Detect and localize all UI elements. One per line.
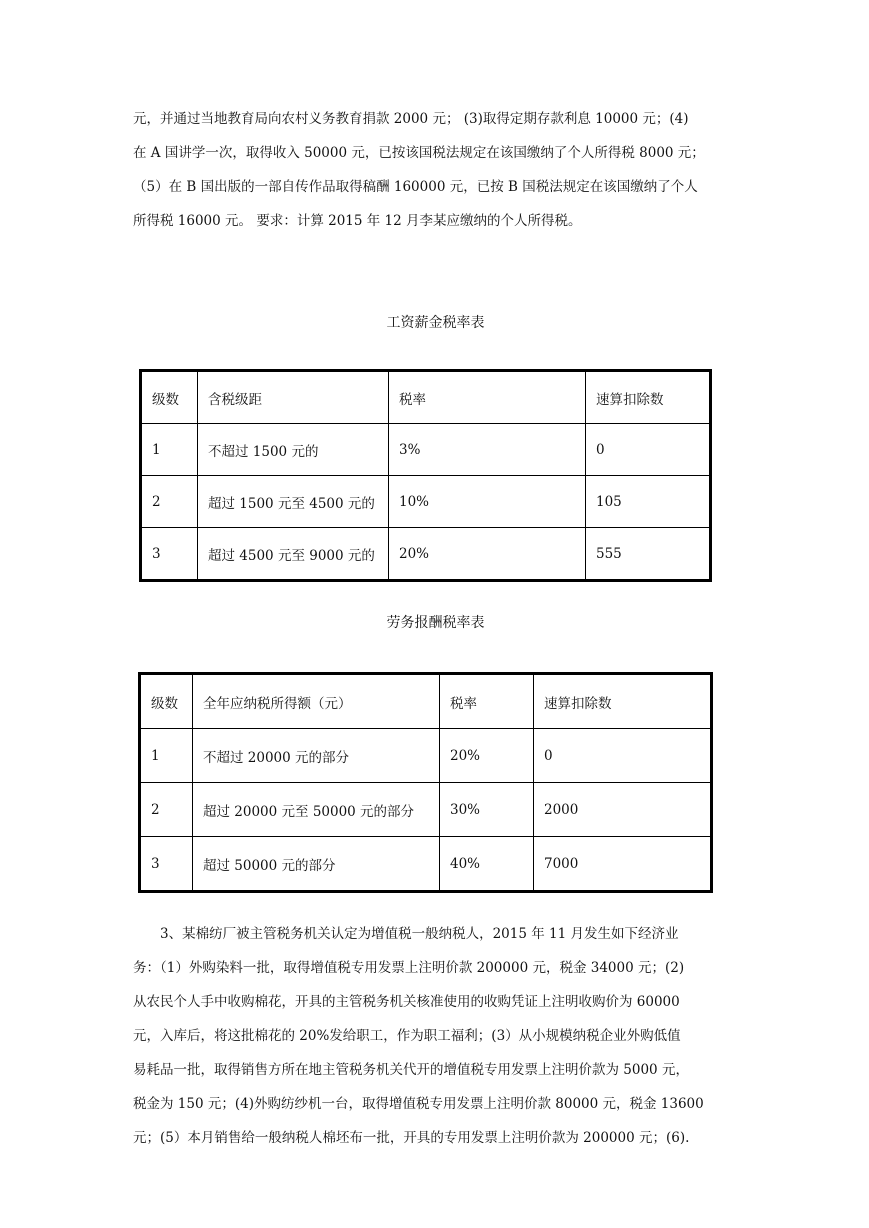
paragraph-income-details [133,102,738,238]
text-line: 务：（1）外购染料一批，取得增值税专用发票上注明价款 200000 元，税金 34000 元；(2) [133,960,685,976]
paragraph-question-3 [133,917,738,1155]
table-cell: 0 [586,424,711,476]
table-cell: 20% [389,528,586,581]
table-row [141,528,711,581]
table-cell: 超过 4500 元至 9000 元的 [198,528,389,581]
table-cell: 超过 20000 元至 50000 元的部分 [193,783,440,837]
table-cell: 3 [140,837,193,892]
header-cell: 级数 [140,674,193,729]
table-cell: 10% [389,476,586,528]
table-header-row [140,674,712,729]
table-cell: 7000 [534,837,712,892]
table-cell: 105 [586,476,711,528]
table-cell: 不超过 20000 元的部分 [193,729,440,783]
table-cell: 555 [586,528,711,581]
table-caption-labor: 劳务报酬税率表 [386,615,485,631]
labor-remuneration-tax-rate-table [138,672,713,893]
table-cell: 超过 1500 元至 4500 元的 [198,476,389,528]
header-cell: 税率 [440,674,534,729]
table-header-row [141,371,711,424]
header-cell: 级数 [141,371,198,424]
table-cell: 0 [534,729,712,783]
table-cell: 1 [140,729,193,783]
text-line: 所得税 16000 元。 要求：计算 2015 年 12 月李某应缴纳的个人所得税。 [133,213,582,229]
header-cell: 全年应纳税所得额（元） [193,674,440,729]
table-cell: 20% [440,729,534,783]
text-line: 3、某棉纺厂被主管税务机关认定为增值税一般纳税人，2015 年 11 月发生如下经济业 [160,926,679,942]
text-line: 易耗品一批，取得销售方所在地主管税务机关代开的增值税专用发票上注明价款为 5000 元， [133,1062,689,1078]
table-row [140,837,712,892]
table-caption-salary: 工资薪金税率表 [386,315,485,331]
table-cell: 40% [440,837,534,892]
header-cell: 含税级距 [198,371,389,424]
table-cell: 2 [140,783,193,837]
table-cell: 1 [141,424,198,476]
text-line: （5）在 B 国出版的一部自传作品取得稿酬 160000 元，已按 B 国税法规定在该国缴纳了个人 [133,179,698,195]
table-cell: 3 [141,528,198,581]
table-cell: 3% [389,424,586,476]
header-cell: 速算扣除数 [586,371,711,424]
table-row [141,476,711,528]
text-line: 元；(5）本月销售给一般纳税人棉坯布一批，开具的专用发票上注明价款为 200000 元；(6). [133,1130,690,1146]
table-cell: 超过 50000 元的部分 [193,837,440,892]
text-line: 在 A 国讲学一次，取得收入 50000 元，已按该国税法规定在该国缴纳了个人所得税 8000 元； [133,145,705,161]
header-cell: 速算扣除数 [534,674,712,729]
table-row [140,783,712,837]
table-cell: 2 [141,476,198,528]
table-cell: 2000 [534,783,712,837]
text-line: 税金为 150 元；(4)外购纺纱机一台，取得增值税专用发票上注明价款 80000 元，税金 13600 [133,1096,704,1112]
table-row [140,729,712,783]
text-line: 元，入库后，将这批棉花的 20%发给职工，作为职工福利；(3）从小规模纳税企业外购低值 [133,1028,681,1044]
table-row [141,424,711,476]
header-cell: 税率 [389,371,586,424]
text-line: 元，并通过当地教育局向农村义务教育捐款 2000 元； (3)取得定期存款利息 10000 元；(4) [133,111,689,127]
text-line: 从农民个人手中收购棉花，开具的主管税务机关核准使用的收购凭证上注明收购价为 60000 [133,994,680,1010]
table-cell: 30% [440,783,534,837]
table-cell: 不超过 1500 元的 [198,424,389,476]
salary-tax-rate-table [139,369,712,582]
